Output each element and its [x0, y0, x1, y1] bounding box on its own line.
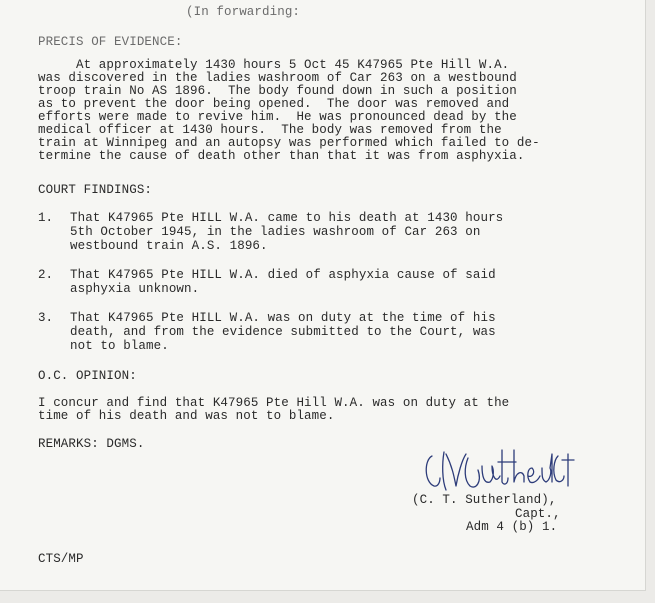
precis-line: termine the cause of death other than that it was from asphyxia.: [38, 149, 525, 163]
precis-line: was discovered in the ladies washroom of Car 263 on a westbound: [38, 71, 517, 85]
finding-line: That K47965 Pte HILL W.A. died of asphyxia cause of said: [70, 268, 496, 282]
precis-line: medical officer at 1430 hours. The body was removed from the: [38, 123, 502, 137]
finding-line: 5th October 1945, in the ladies washroom of Car 263 on: [70, 225, 481, 239]
finding-line: That K47965 Pte HILL W.A. was on duty at the time of his: [70, 311, 496, 325]
precis-line: efforts were made to revive him. He was pronounced dead by the: [38, 110, 517, 124]
forwarding-note: (In forwarding:: [186, 5, 301, 19]
finding-number: 3.: [38, 311, 54, 325]
finding-line: not to blame.: [70, 339, 169, 353]
court-findings-heading: COURT FINDINGS:: [38, 183, 153, 197]
typist-initials: CTS/MP: [38, 552, 84, 566]
signatory-reference: Adm 4 (b) 1.: [466, 520, 558, 534]
signatory-rank: Capt.,: [515, 507, 561, 521]
finding-number: 2.: [38, 268, 54, 282]
finding-line: westbound train A.S. 1896.: [70, 239, 268, 253]
handwritten-signature: [418, 446, 578, 498]
precis-line: At approximately 1430 hours 5 Oct 45 K47965 Pte Hill W.A.: [38, 58, 510, 72]
signatory-name: (C. T. Sutherland),: [412, 493, 557, 507]
remarks: REMARKS: DGMS.: [38, 437, 145, 451]
oc-opinion-line: I concur and find that K47965 Pte Hill W.A. was on duty at the: [38, 396, 510, 410]
precis-line: troop train No AS 1896. The body found down in such a position: [38, 84, 517, 98]
precis-heading: PRECIS OF EVIDENCE:: [38, 35, 183, 49]
finding-line: That K47965 Pte HILL W.A. came to his death at 1430 hours: [70, 211, 504, 225]
oc-opinion-line: time of his death and was not to blame.: [38, 409, 335, 423]
finding-line: asphyxia unknown.: [70, 282, 200, 296]
precis-line: as to prevent the door being opened. The door was removed and: [38, 97, 510, 111]
precis-line: train at Winnipeg and an autopsy was performed which failed to de-: [38, 136, 540, 150]
oc-opinion-heading: O.C. OPINION:: [38, 369, 137, 383]
finding-line: death, and from the evidence submitted to the Court, was: [70, 325, 496, 339]
finding-number: 1.: [38, 211, 54, 225]
